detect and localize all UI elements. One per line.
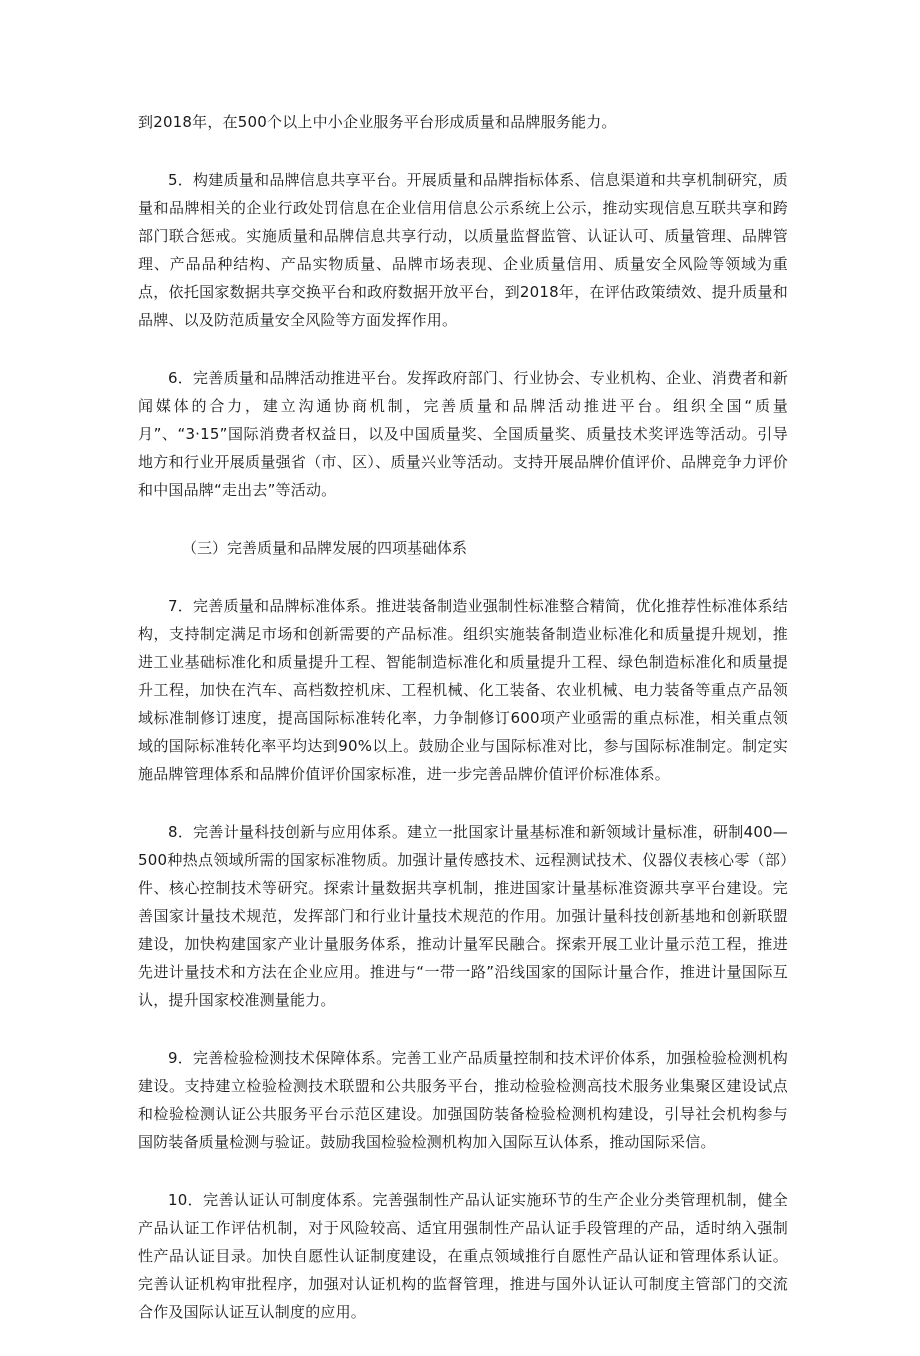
paragraph-continuation: 到2018年，在500个以上中小企业服务平台形成质量和品牌服务能力。 — [138, 113, 617, 131]
paragraph-item-7: 7．完善质量和品牌标准体系。推进装备制造业强制性标准整合精简，优化推荐性标准体系结构，支持制定满足市场和创新需要的产品标准。组织实施装备制造业标准化和质量提升规划，推进工业基础标准化和质量提升工程、智能制造标准化和质量提升工程、绿色制造标准化和质量提升工程，加快在汽车、高档数控机床、工程机械、化工装备、农业机械、电力装备等重点产品领域标准制修订速度，提高国际标准转化率，力争制修订600项产业亟需的重点标准，相关重点领域的国际标准转化率平均达到90%以上。鼓励企业与国际标准对比，参与国际标准制定。制定实施品牌管理体系和品牌价值评价国家标准，进一步完善品牌价值评价标准体系。 — [138, 597, 788, 783]
paragraph-item-5: 5．构建质量和品牌信息共享平台。开展质量和品牌指标体系、信息渠道和共享机制研究，质量和品牌相关的企业行政处罚信息在企业信用信息公示系统上公示，推动实现信息互联共享和跨部门联合惩戒。实施质量和品牌信息共享行动，以质量监督监管、认证认可、质量管理、品牌管理、产品品种结构、产品实物质量、品牌市场表现、企业质量信用、质量安全风险等领域为重点，依托国家数据共享交换平台和政府数据开放平台，到2018年，在评估政策绩效、提升质量和品牌、以及防范质量安全风险等方面发挥作用。 — [138, 171, 788, 329]
paragraph-item-10: 10．完善认证认可制度体系。完善强制性产品认证实施环节的生产企业分类管理机制，健全产品认证工作评估机制，对于风险较高、适宜用强制性产品认证手段管理的产品，适时纳入强制性产品认证目录。加快自愿性认证制度建设，在重点领域推行自愿性产品认证和管理体系认证。完善认证机构审批程序，加强对认证机构的监督管理，推进与国外认证认可制度主管部门的交流合作及国际认证互认制度的应用。 — [138, 1191, 788, 1321]
paragraph-item-8: 8．完善计量科技创新与应用体系。建立一批国家计量基标准和新领域计量标准，研制400—500种热点领域所需的国家标准物质。加强计量传感技术、远程测试技术、仪器仪表核心零（部）件、核心控制技术等研究。探索计量数据共享机制，推进国家计量基标准资源共享平台建设。完善国家计量技术规范，发挥部门和行业计量技术规范的作用。加强计量科技创新基地和创新联盟建设，加快构建国家产业计量服务体系，推动计量军民融合。探索开展工业计量示范工程，推进先进计量技术和方法在企业应用。推进与“一带一路”沿线国家的国际计量合作，推进计量国际互认，提升国家校准测量能力。 — [138, 823, 788, 1009]
document-page — [138, 108, 788, 1356]
paragraph-item-6: 6．完善质量和品牌活动推进平台。发挥政府部门、行业协会、专业机构、企业、消费者和新闻媒体的合力，建立沟通协商机制，完善质量和品牌活动推进平台。组织全国“质量月”、“3·15”国际消费者权益日，以及中国质量奖、全国质量奖、质量技术奖评选等活动。引导地方和行业开展质量强省（市、区）、质量兴业等活动。支持开展品牌价值评价、品牌竞争力评价和中国品牌“走出去”等活动。 — [138, 369, 788, 499]
paragraph-item-9: 9．完善检验检测技术保障体系。完善工业产品质量控制和技术评价体系，加强检验检测机构建设。支持建立检验检测技术联盟和公共服务平台，推动检验检测高技术服务业集聚区建设试点和检验检测认证公共服务平台示范区建设。加强国防装备检验检测机构建设，引导社会机构参与国防装备质量检测与验证。鼓励我国检验检测机构加入国际互认体系，推动国际采信。 — [138, 1049, 788, 1151]
section-heading: （三）完善质量和品牌发展的四项基础体系 — [182, 539, 468, 557]
